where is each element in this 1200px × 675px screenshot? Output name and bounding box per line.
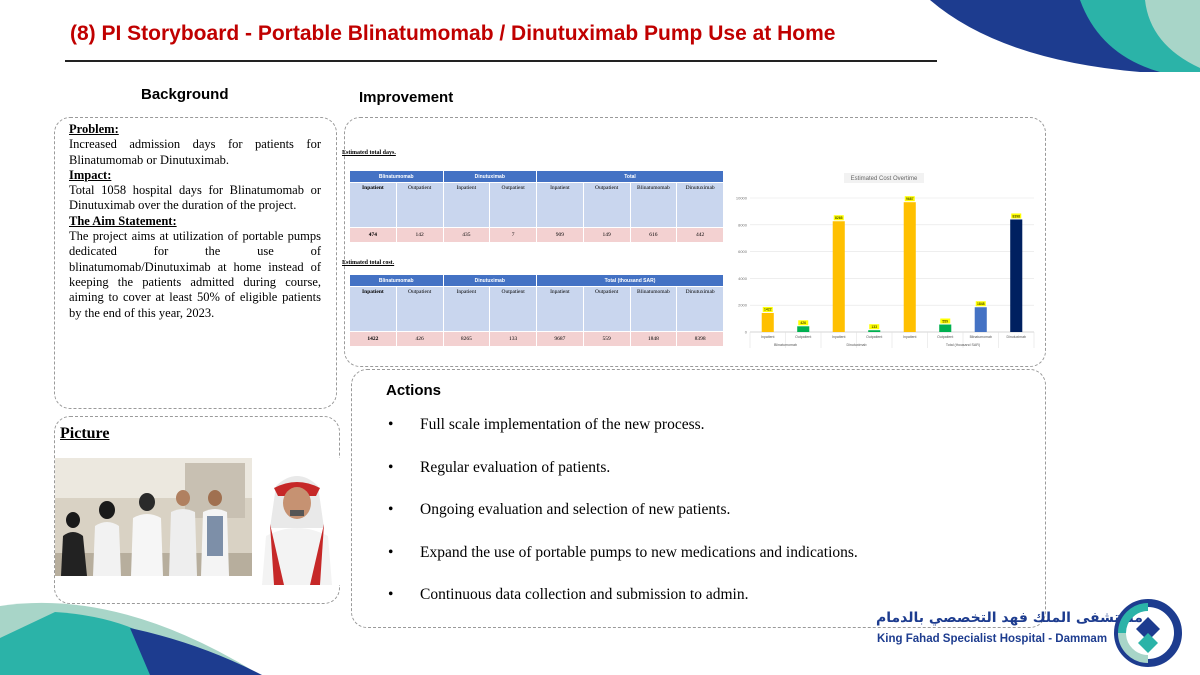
days-value: 142 — [396, 228, 443, 243]
y-tick-label: 4000 — [738, 275, 747, 281]
cost-sub-header: Inpatient — [350, 287, 397, 332]
days-sub-header: Inpatient — [350, 183, 397, 228]
title-divider — [65, 60, 937, 62]
x-tick-label: Inpatient — [903, 335, 917, 339]
aim-label: The Aim Statement: — [69, 213, 177, 228]
cost-value: 8398 — [677, 332, 724, 347]
y-tick-label: 6000 — [738, 249, 747, 255]
days-value: 616 — [630, 228, 677, 243]
cost-value: 9687 — [537, 332, 584, 347]
data-label: 559 — [942, 319, 949, 324]
cost-group-header: Dinutuximab — [443, 275, 537, 287]
bar — [904, 202, 916, 332]
bar — [939, 325, 951, 332]
cost-group-header: Blinatumomab — [350, 275, 444, 287]
bullet: • — [388, 416, 394, 433]
action-text: Regular evaluation of patients. — [420, 458, 611, 476]
data-label: 1848 — [976, 302, 985, 307]
chart-title: Estimated Cost Overtime — [850, 176, 918, 182]
days-group-header: Dinutuximab — [443, 171, 537, 183]
cost-sub-header: Outpatient — [396, 287, 443, 332]
cost-group-header: Total (thousand SAR) — [537, 275, 724, 287]
data-label: 9687 — [905, 196, 914, 201]
days-sub-header: Blinatumomab — [630, 183, 677, 228]
bar — [833, 221, 845, 332]
x-tick-label: Outpatient — [795, 335, 812, 339]
cost-value: 1422 — [350, 332, 397, 347]
days-group-header: Total — [537, 171, 724, 183]
data-label: 426 — [800, 321, 807, 326]
days-sub-header: Outpatient — [490, 183, 537, 228]
cost-table-title: Estimated total cost. — [342, 260, 395, 266]
slide-title: (8) PI Storyboard - Portable Blinatumomab / Dinutuximab Pump Use at Home — [70, 22, 836, 45]
x-tick-label: Dinutuximab — [1006, 335, 1026, 339]
portrait-photo — [254, 458, 340, 585]
hospital-logo-icon — [1114, 599, 1182, 667]
action-text: Expand the use of portable pumps to new medications and indications. — [420, 543, 858, 561]
data-label: 8398 — [1012, 214, 1021, 219]
x-tick-label: Inpatient — [832, 335, 846, 339]
bullet: • — [388, 458, 394, 476]
x-tick-label: Blinatumomab — [969, 335, 992, 339]
data-label: 133 — [871, 325, 878, 330]
data-label: 8265 — [834, 216, 843, 221]
bullet: • — [388, 543, 394, 561]
cost-sub-header: Outpatient — [490, 287, 537, 332]
bar — [797, 326, 809, 332]
cost-value: 559 — [583, 332, 630, 347]
days-sub-header: Inpatient — [537, 183, 584, 228]
cost-value: 8265 — [443, 332, 490, 347]
days-value: 474 — [350, 228, 397, 243]
bullet: • — [388, 586, 394, 603]
data-label: 1422 — [763, 307, 772, 312]
cost-value: 426 — [396, 332, 443, 347]
problem-text: Increased admission days for patients for Blinatumomab or Dinutuximab. — [69, 137, 321, 167]
cost-sub-header: Outpatient — [583, 287, 630, 332]
cost-sub-header: Inpatient — [443, 287, 490, 332]
improvement-heading: Improvement — [359, 89, 454, 106]
days-value: 909 — [537, 228, 584, 243]
days-sub-header: Inpatient — [443, 183, 490, 228]
cost-table — [349, 274, 724, 347]
corner-decoration-bottom-left — [0, 598, 270, 675]
days-value: 442 — [677, 228, 724, 243]
actions-heading: Actions — [386, 382, 442, 399]
picture-label: Picture — [60, 425, 110, 442]
days-group-header: Blinatumomab — [350, 171, 444, 183]
group-label: Dinutuximab — [846, 343, 867, 347]
action-item — [388, 416, 858, 459]
days-value: 7 — [490, 228, 537, 243]
bar — [1010, 219, 1022, 332]
y-tick-label: 10000 — [735, 195, 747, 201]
impact-text: Total 1058 hospital days for Blinatumomab or Dinutuximab over the duration of the project. — [69, 183, 321, 213]
team-photo — [55, 458, 252, 576]
action-text: Continuous data collection and submission to admin. — [420, 586, 749, 603]
action-text: Ongoing evaluation and selection of new patients. — [420, 501, 731, 518]
background-text — [69, 122, 321, 321]
cost-sub-header: Inpatient — [537, 287, 584, 332]
group-label: Total (thousand SAR) — [945, 343, 981, 347]
actions-list — [388, 416, 858, 629]
background-heading: Background — [141, 86, 229, 103]
x-tick-label: Outpatient — [866, 335, 883, 339]
bar — [762, 313, 774, 332]
x-tick-label: Outpatient — [937, 335, 954, 339]
days-value: 435 — [443, 228, 490, 243]
cost-value: 1848 — [630, 332, 677, 347]
cost-sub-header: Blinatumomab — [630, 287, 677, 332]
action-text: Full scale implementation of the new process. — [420, 416, 705, 433]
aim-text: The project aims at utilization of portable pumps dedicated for the use of blinatumomab/Dinutuximab at home instead of keeping the patients admitted during course, aiming to cover at least 50% of eligible patients by the end of this year, 2023. — [69, 229, 321, 320]
days-table — [349, 170, 724, 243]
group-label: Blinatumomab — [774, 343, 797, 347]
problem-label: Problem: — [69, 122, 119, 136]
bar — [868, 330, 880, 332]
hospital-name-english: King Fahad Specialist Hospital - Dammam — [877, 633, 1108, 645]
days-sub-header: Dinutuximab — [677, 183, 724, 228]
impact-label: Impact: — [69, 167, 112, 182]
action-item — [388, 544, 858, 587]
action-item — [388, 586, 858, 629]
corner-decoration-top-right — [930, 0, 1200, 72]
y-tick-label: 0 — [744, 329, 747, 335]
days-sub-header: Outpatient — [583, 183, 630, 228]
hospital-name-arabic: مستشفى الملك فهد التخصصي بالدمام — [876, 610, 1143, 626]
days-table-title: Estimated total days. — [342, 150, 396, 156]
y-tick-label: 2000 — [738, 302, 747, 308]
cost-chart — [732, 168, 1042, 358]
bullet: • — [388, 501, 394, 518]
days-value: 149 — [583, 228, 630, 243]
action-item — [388, 459, 858, 502]
cost-value: 133 — [490, 332, 537, 347]
y-tick-label: 8000 — [738, 222, 747, 228]
action-item — [388, 501, 858, 544]
cost-sub-header: Dinutuximab — [677, 287, 724, 332]
x-tick-label: Inpatient — [761, 335, 775, 339]
days-sub-header: Outpatient — [396, 183, 443, 228]
bar — [975, 307, 987, 332]
